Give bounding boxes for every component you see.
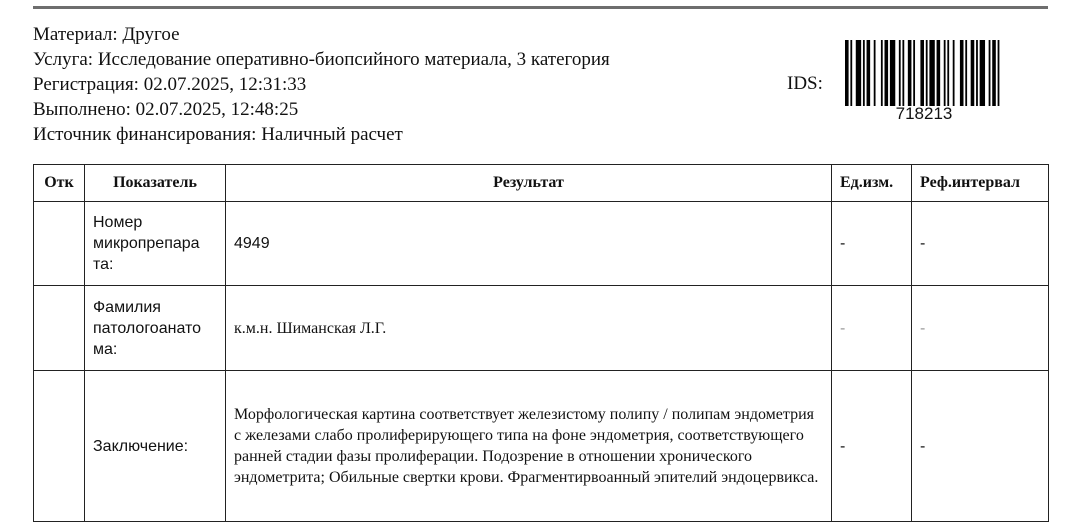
results-table	[33, 164, 1049, 522]
cell-indicator: Номер микропрепара та:	[85, 202, 226, 286]
cell-result: Морфологическая картина соответствует железистому полипу / полипам эндометрия с железами слабо пролиферирующего типа на фоне эндометрия, соответствующего ранней стадии фазы пролиферации. Подозрение в отношении хронического эндометрита; Обильные свертки крови. Фрагментирвоанный эпителий эндоцервикса.	[226, 371, 832, 522]
service-line: Услуга: Исследование оперативно-биопсийного материала, 3 категория	[33, 49, 610, 70]
col-header-unit: Ед.изм.	[832, 165, 912, 202]
col-header-indicator: Показатель	[85, 165, 226, 202]
cell-indicator: Заключение:	[85, 371, 226, 522]
barcode-bar	[929, 40, 934, 106]
registration-line: Регистрация: 02.07.2025, 12:31:33	[33, 74, 307, 95]
cell-unit: -	[832, 371, 912, 522]
barcode-bar	[850, 40, 852, 106]
barcode-bar	[998, 40, 1000, 106]
barcode	[845, 40, 1003, 106]
cell-otk	[34, 286, 85, 371]
barcode-bar	[899, 40, 901, 106]
barcode-bar	[920, 40, 924, 106]
barcode-bar	[926, 40, 928, 106]
cell-otk	[34, 202, 85, 286]
barcode-bar	[965, 40, 967, 106]
barcode-bar	[971, 40, 975, 106]
cell-otk	[34, 371, 85, 522]
table-row	[34, 371, 1049, 522]
top-rule	[33, 6, 1048, 9]
cell-indicator: Фамилия патологоанато ма:	[85, 286, 226, 371]
barcode-bar	[937, 40, 941, 106]
barcode-bar	[980, 40, 985, 106]
barcode-bar	[913, 40, 915, 106]
col-header-otk: Отк	[34, 165, 85, 202]
cell-result: к.м.н. Шиманская Л.Г.	[226, 286, 832, 371]
funding-line: Источник финансирования: Наличный расчет	[33, 124, 403, 145]
cell-ref: -	[912, 286, 1049, 371]
col-header-result: Результат	[226, 165, 832, 202]
barcode-bar	[890, 40, 895, 106]
barcode-bar	[885, 40, 889, 106]
barcode-bar	[992, 40, 996, 106]
material-line: Материал: Другое	[33, 24, 180, 45]
barcode-number: 718213	[895, 104, 953, 123]
barcode-bar	[944, 40, 946, 106]
barcode-bar	[856, 40, 861, 106]
barcode-bar	[845, 40, 849, 106]
completed-line: Выполнено: 02.07.2025, 12:48:25	[33, 99, 299, 120]
barcode-bar	[976, 40, 978, 106]
barcode-bar	[874, 40, 876, 106]
barcode-bar	[989, 40, 991, 106]
barcode-bar	[908, 40, 912, 106]
barcode-bar	[960, 40, 964, 106]
ids-label: IDS:	[787, 73, 823, 94]
barcode-bar	[953, 40, 955, 106]
barcode-bar	[867, 40, 871, 106]
barcode-bar	[881, 40, 883, 106]
cell-result: 4949	[226, 202, 832, 286]
cell-ref: -	[912, 202, 1049, 286]
table-header-row	[34, 165, 1049, 202]
cell-unit: -	[832, 202, 912, 286]
report-header	[33, 22, 610, 147]
table-row	[34, 202, 1049, 286]
col-header-ref: Реф.интервал	[912, 165, 1049, 202]
barcode-bar	[863, 40, 865, 106]
table-row	[34, 286, 1049, 371]
cell-unit: -	[832, 286, 912, 371]
barcode-bar	[902, 40, 904, 106]
barcode-bar	[947, 40, 949, 106]
cell-ref: -	[912, 371, 1049, 522]
